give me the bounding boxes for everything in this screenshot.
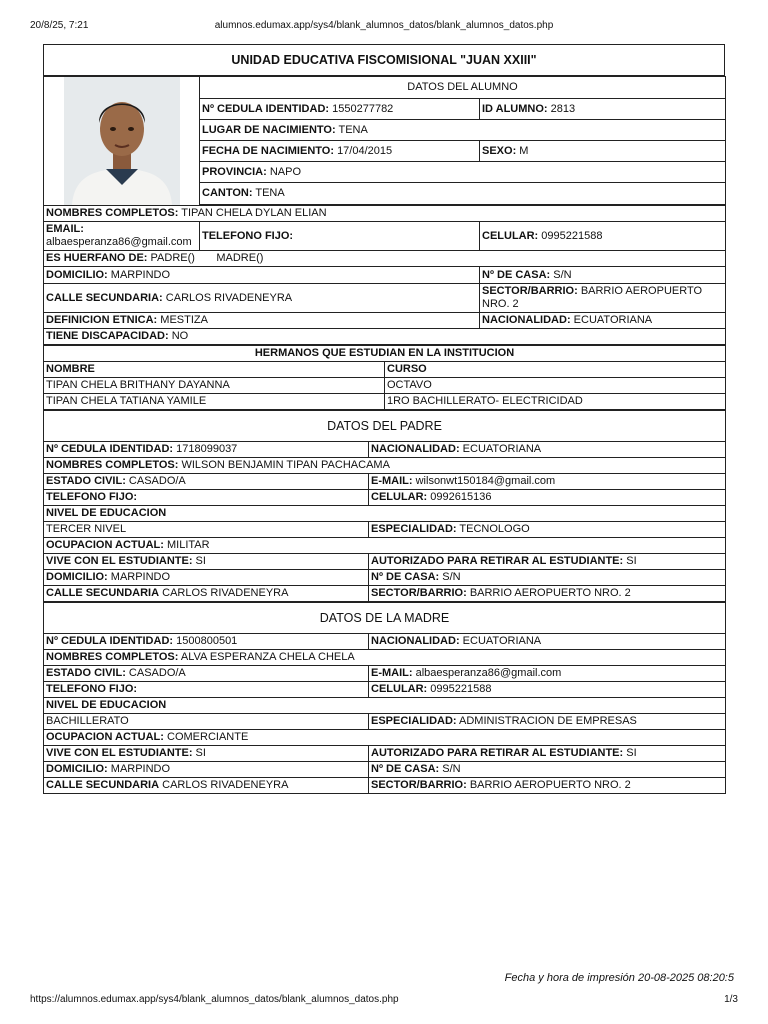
father-specialty-cell: ESPECIALIDAD: TECNOLOGO: [369, 522, 726, 538]
mother-address: MARPINDO: [110, 763, 171, 775]
student-nationality-cell: NACIONALIDAD: ECUATORIANA: [480, 313, 726, 329]
student-province-cell: PROVINCIA: NAPO: [200, 162, 726, 183]
student-house-cell: Nº DE CASA: S/N: [480, 267, 726, 284]
student-data-table: [43, 76, 726, 345]
mother-civil: CASADO/A: [128, 667, 186, 679]
mother-email-cell: E-MAIL: albaesperanza86@gmail.com: [369, 666, 726, 682]
student-email: albaesperanza86@gmail.com: [46, 236, 192, 248]
father-street-cell: CALLE SECUNDARIA CARLOS RIVADENEYRA: [44, 586, 369, 602]
student-cedula-cell: Nº CEDULA IDENTIDAD: 1550277782: [200, 99, 480, 120]
father-street: CARLOS RIVADENEYRA: [162, 587, 289, 599]
father-fullname-cell: NOMBRES COMPLETOS: WILSON BENJAMIN TIPAN PACHACAMA: [44, 458, 726, 474]
father-address: MARPINDO: [110, 571, 171, 583]
father-civil-cell: ESTADO CIVIL: CASADO/A: [44, 474, 369, 490]
father-authorized: SI: [626, 555, 637, 567]
table-row: [44, 378, 726, 394]
student-nationality: ECUATORIANA: [573, 314, 653, 326]
student-sex: M: [519, 144, 529, 157]
father-email-cell: E-MAIL: wilsonwt150184@gmail.com: [369, 474, 726, 490]
father-specialty: TECNOLOGO: [459, 523, 530, 535]
student-mobile: 0995221588: [541, 229, 603, 242]
mother-specialty-cell: ESPECIALIDAD: ADMINISTRACION DE EMPRESAS: [369, 714, 726, 730]
student-address-cell: DOMICILIO: MARPINDO: [44, 267, 480, 284]
student-street: CARLOS RIVADENEYRA: [165, 291, 293, 304]
student-section-title: DATOS DEL ALUMNO: [200, 77, 726, 99]
father-civil: CASADO/A: [128, 475, 186, 487]
mother-address-cell: DOMICILIO: MARPINDO: [44, 762, 369, 778]
student-house: S/N: [553, 268, 572, 281]
mother-occupation-cell: OCUPACION ACTUAL: COMERCIANTE: [44, 730, 726, 746]
father-cedula-cell: Nº CEDULA IDENTIDAD: 1718099037: [44, 442, 369, 458]
print-url-footer: https://alumnos.edumax.app/sys4/blank_alumnos_datos/blank_alumnos_datos.php: [30, 994, 399, 1005]
student-ethnicity-cell: DEFINICION ETNICA: MESTIZA: [44, 313, 480, 329]
student-fullname: TIPAN CHELA DYLAN ELIAN: [181, 207, 327, 219]
student-disability-cell: TIENE DISCAPACIDAD: NO: [44, 329, 726, 345]
mother-house: S/N: [442, 763, 461, 775]
mother-cedula-cell: Nº CEDULA IDENTIDAD: 1500800501: [44, 634, 369, 650]
mother-authorized-cell: AUTORIZADO PARA RETIRAR AL ESTUDIANTE: SI: [369, 746, 726, 762]
student-id-cell: ID ALUMNO: 2813: [480, 99, 726, 120]
mother-street: CARLOS RIVADENEYRA: [162, 779, 289, 791]
orphan-father: PADRE(): [150, 252, 195, 264]
student-birthdate: 17/04/2015: [337, 144, 393, 157]
print-url-header: alumnos.edumax.app/sys4/blank_alumnos_datos/blank_alumnos_datos.php: [214, 20, 554, 31]
father-sector: BARRIO AEROPUERTO NRO. 2: [469, 587, 631, 599]
mother-occupation: COMERCIANTE: [167, 731, 249, 743]
mother-fullname-cell: NOMBRES COMPLETOS: ALVA ESPERANZA CHELA CHELA: [44, 650, 726, 666]
mother-nationality: ECUATORIANA: [462, 635, 542, 647]
student-sector: BARRIO AEROPUERTO NRO. 2: [482, 285, 703, 310]
father-mobile-cell: CELULAR: 0992615136: [369, 490, 726, 506]
father-table: [43, 410, 726, 602]
student-sex-cell: SEXO: M: [480, 141, 726, 162]
father-mobile: 0992615136: [430, 491, 492, 503]
mother-cedula: 1500800501: [176, 635, 238, 647]
sibling-name: TIPAN CHELA BRITHANY DAYANNA: [44, 378, 385, 394]
mother-specialty: ADMINISTRACION DE EMPRESAS: [459, 715, 637, 727]
father-education-label: NIVEL DE EDUCACION: [44, 506, 726, 522]
student-fullname-cell: NOMBRES COMPLETOS: TIPAN CHELA DYLAN ELIAN: [44, 206, 726, 222]
mother-authorized: SI: [626, 747, 637, 759]
student-disability: NO: [171, 330, 189, 342]
print-datetime: 20/8/25, 7:21: [30, 20, 89, 31]
siblings-header-name: NOMBRE: [44, 362, 385, 378]
student-street-cell: CALLE SECUNDARIA: CARLOS RIVADENEYRA: [44, 284, 480, 313]
mother-education-label: NIVEL DE EDUCACION: [44, 698, 726, 714]
mother-section-title: DATOS DE LA MADRE: [44, 603, 726, 634]
mother-education-level: BACHILLERATO: [44, 714, 369, 730]
student-photo-cell: [44, 77, 200, 206]
student-cedula: 1550277782: [332, 102, 394, 115]
mother-fullname: ALVA ESPERANZA CHELA CHELA: [180, 651, 355, 663]
mother-lives: SI: [195, 747, 206, 759]
mother-sector: BARRIO AEROPUERTO NRO. 2: [469, 779, 631, 791]
mother-table: [43, 602, 726, 794]
father-lives: SI: [195, 555, 206, 567]
mother-house-cell: Nº DE CASA: S/N: [369, 762, 726, 778]
student-birthdate-cell: FECHA DE NACIMIENTO: 17/04/2015: [200, 141, 480, 162]
student-address: MARPINDO: [110, 268, 171, 281]
student-mobile-cell: CELULAR: 0995221588: [480, 222, 726, 251]
siblings-header-course: CURSO: [385, 362, 726, 378]
student-canton-cell: CANTON: TENA: [200, 183, 726, 205]
print-timestamp: Fecha y hora de impresión 20-08-2025 08:20:5: [504, 972, 734, 984]
mother-nationality-cell: NACIONALIDAD: ECUATORIANA: [369, 634, 726, 650]
sibling-course: OCTAVO: [385, 378, 726, 394]
student-birthplace: TENA: [338, 123, 368, 136]
student-orphan-cell: ES HUERFANO DE: PADRE() MADRE(): [44, 251, 726, 267]
student-portrait-icon: [64, 77, 180, 205]
father-house: S/N: [442, 571, 461, 583]
student-phone-cell: TELEFONO FIJO:: [200, 222, 480, 251]
father-lives-cell: VIVE CON EL ESTUDIANTE: SI: [44, 554, 369, 570]
father-phone-cell: TELEFONO FIJO:: [44, 490, 369, 506]
table-row: [44, 394, 726, 410]
student-email-cell: EMAIL: albaesperanza86@gmail.com: [44, 222, 200, 251]
student-sector-cell: SECTOR/BARRIO: BARRIO AEROPUERTO NRO. 2: [480, 284, 726, 313]
father-nationality-cell: NACIONALIDAD: ECUATORIANA: [369, 442, 726, 458]
student-id: 2813: [550, 102, 576, 115]
father-fullname: WILSON BENJAMIN TIPAN PACHACAMA: [181, 459, 390, 471]
mother-street-cell: CALLE SECUNDARIA CARLOS RIVADENEYRA: [44, 778, 369, 794]
mother-sector-cell: SECTOR/BARRIO: BARRIO AEROPUERTO NRO. 2: [369, 778, 726, 794]
student-province: NAPO: [269, 165, 302, 178]
page-number: 1/3: [724, 994, 738, 1005]
father-occupation: MILITAR: [167, 539, 210, 551]
school-title-table: [43, 44, 725, 76]
father-occupation-cell: OCUPACION ACTUAL: MILITAR: [44, 538, 726, 554]
mother-civil-cell: ESTADO CIVIL: CASADO/A: [44, 666, 369, 682]
father-cedula: 1718099037: [176, 443, 238, 455]
father-authorized-cell: AUTORIZADO PARA RETIRAR AL ESTUDIANTE: SI: [369, 554, 726, 570]
father-house-cell: Nº DE CASA: S/N: [369, 570, 726, 586]
student-canton: TENA: [255, 187, 285, 199]
father-address-cell: DOMICILIO: MARPINDO: [44, 570, 369, 586]
sibling-course: 1RO BACHILLERATO- ELECTRICIDAD: [385, 394, 726, 410]
father-education-level: TERCER NIVEL: [44, 522, 369, 538]
student-ethnicity: MESTIZA: [160, 314, 208, 326]
mother-lives-cell: VIVE CON EL ESTUDIANTE: SI: [44, 746, 369, 762]
siblings-title: HERMANOS QUE ESTUDIAN EN LA INSTITUCION: [44, 346, 726, 362]
student-birthplace-cell: LUGAR DE NACIMIENTO: TENA: [200, 120, 726, 141]
student-record-sheet: [43, 44, 725, 794]
student-photo: [64, 77, 180, 205]
father-sector-cell: SECTOR/BARRIO: BARRIO AEROPUERTO NRO. 2: [369, 586, 726, 602]
sibling-name: TIPAN CHELA TATIANA YAMILE: [44, 394, 385, 410]
mother-email: albaesperanza86@gmail.com: [415, 667, 562, 679]
mother-mobile-cell: CELULAR: 0995221588: [369, 682, 726, 698]
orphan-mother: MADRE(): [216, 252, 264, 264]
father-nationality: ECUATORIANA: [462, 443, 542, 455]
mother-mobile: 0995221588: [430, 683, 492, 695]
siblings-table: [43, 345, 726, 410]
father-email: wilsonwt150184@gmail.com: [415, 475, 556, 487]
school-name: UNIDAD EDUCATIVA FISCOMISIONAL "JUAN XXIII": [44, 45, 725, 76]
mother-phone-cell: TELEFONO FIJO:: [44, 682, 369, 698]
father-section-title: DATOS DEL PADRE: [44, 411, 726, 442]
